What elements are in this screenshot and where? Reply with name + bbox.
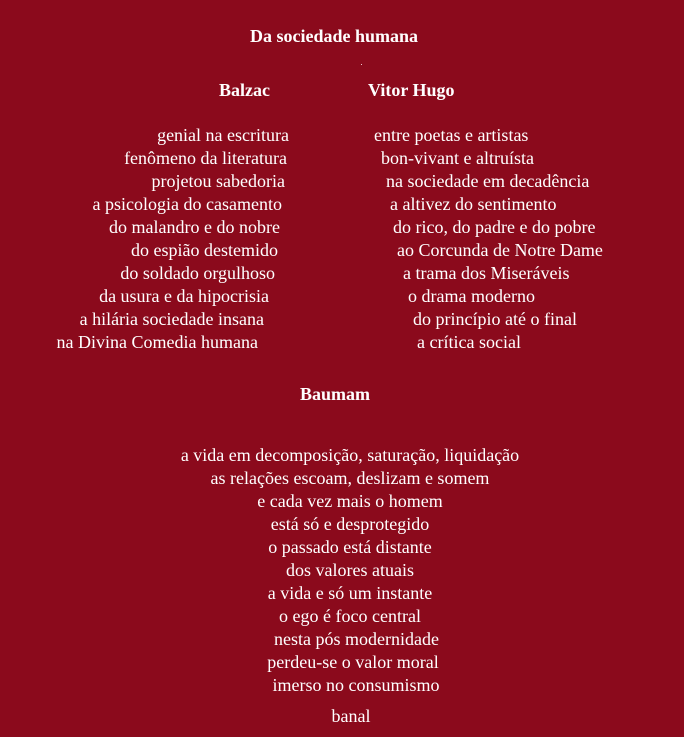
balzac-heading: Balzac — [219, 80, 270, 100]
balzac-line: a hilária sociedade insana — [79, 309, 264, 329]
baumam-line: imerso no consumismo — [272, 675, 440, 695]
hugo-line: o drama moderno — [408, 286, 535, 306]
baumam-line: o passado está distante — [268, 537, 432, 557]
baumam-closing-word: banal — [331, 706, 371, 726]
balzac-line: do espião destemido — [131, 240, 278, 260]
balzac-line: projetou sabedoria — [151, 171, 285, 191]
hugo-line: do rico, do padre e do pobre — [393, 217, 596, 237]
balzac-line: na Divina Comedia humana — [56, 332, 258, 352]
baumam-line: e cada vez mais o homem — [257, 491, 443, 511]
baumam-line: o ego é foco central — [279, 606, 421, 626]
baumam-line: as relações escoam, deslizam e somem — [210, 468, 490, 488]
balzac-line: a psicologia do casamento — [92, 194, 282, 214]
baumam-line: a vida em decomposição, saturação, liquidação — [180, 445, 520, 465]
poem-title: Da sociedade humana — [249, 26, 419, 46]
hugo-line: a altivez do sentimento — [390, 194, 557, 214]
hugo-line: na sociedade em decadência — [386, 171, 590, 191]
baumam-line: perdeu-se o valor moral — [267, 652, 439, 672]
baumam-line: nesta pós modernidade — [274, 629, 439, 649]
hugo-line: a trama dos Miseráveis — [403, 263, 570, 283]
hugo-line: ao Corcunda de Notre Dame — [397, 240, 603, 260]
hugo-line: do princípio até o final — [413, 309, 577, 329]
balzac-line: do malandro e do nobre — [109, 217, 280, 237]
balzac-line: da usura e da hipocrisia — [99, 286, 269, 306]
hugo-line: a crítica social — [417, 332, 521, 352]
balzac-line: fenômeno da literatura — [124, 148, 287, 168]
vitor-hugo-heading: Vitor Hugo — [368, 80, 455, 100]
balzac-line: do soldado orgulhoso — [120, 263, 275, 283]
stray-dot — [361, 64, 362, 65]
baumam-line: dos valores atuais — [286, 560, 414, 580]
baumam-line: está só e desprotegido — [270, 514, 430, 534]
hugo-line: bon-vivant e altruísta — [381, 148, 534, 168]
baumam-heading: Baumam — [299, 384, 370, 404]
baumam-line: a vida e só um instante — [267, 583, 433, 603]
hugo-line: entre poetas e artistas — [374, 125, 529, 145]
balzac-line: genial na escritura — [157, 125, 289, 145]
